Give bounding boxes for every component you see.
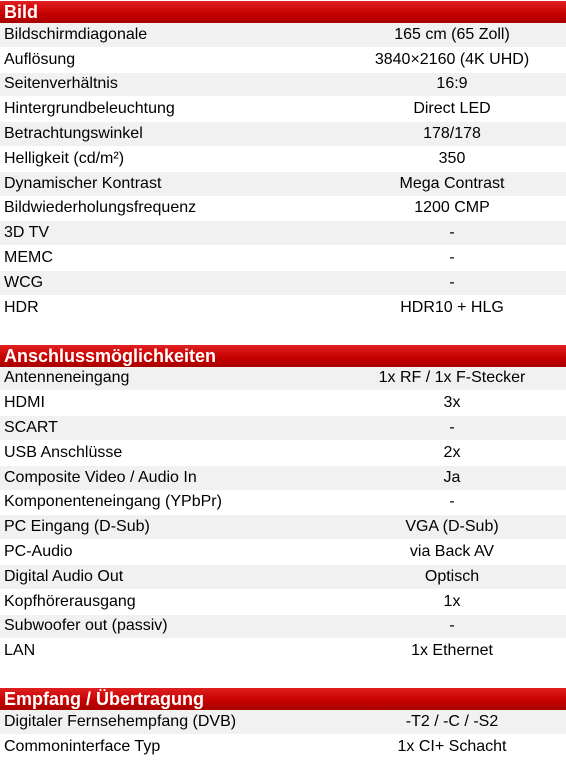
spec-value: - (449, 273, 455, 291)
spec-value: 1x CI+ Schacht (397, 737, 507, 755)
section-gap (0, 664, 566, 687)
spec-label: Digitaler Fernsehempfang (DVB) (4, 713, 237, 731)
table-row (0, 710, 566, 735)
spec-label: Helligkeit (cd/m²) (4, 149, 125, 167)
spec-label: Bildwiederholungsfrequenz (4, 199, 197, 217)
table-row (0, 515, 566, 540)
spec-label: Dynamischer Kontrast (4, 174, 162, 192)
spec-value: 3840×2160 (4K UHD) (374, 50, 530, 68)
spec-value: -T2 / -C / -S2 (405, 713, 499, 731)
spec-label: Auflösung (4, 50, 76, 68)
spec-value: Ja (443, 468, 461, 486)
spec-label: PC Eingang (D-Sub) (4, 518, 150, 536)
spec-label: Komponenteneingang (YPbPr) (4, 493, 222, 511)
section-header: Empfang / Übertragung (0, 687, 566, 710)
table-row (0, 639, 566, 664)
section-header: Bild (0, 0, 566, 23)
table-row (0, 466, 566, 491)
spec-label: HDMI (4, 394, 45, 412)
spec-label: Antenneneingang (4, 369, 130, 387)
table-row (0, 23, 566, 48)
table-row (0, 565, 566, 590)
spec-value: VGA (D-Sub) (405, 518, 499, 536)
table-row (0, 48, 566, 73)
section-empfang (0, 687, 566, 760)
spec-value: - (449, 249, 455, 267)
spec-label: WCG (4, 273, 44, 291)
spec-value: via Back AV (409, 543, 495, 561)
spec-label: USB Anschlüsse (4, 443, 123, 461)
spec-label: 3D TV (4, 224, 50, 242)
table-row (0, 73, 566, 98)
table-row (0, 441, 566, 466)
section-anschluesse (0, 344, 566, 665)
table-row (0, 172, 566, 197)
table-row (0, 491, 566, 516)
spec-value: 165 cm (65 Zoll) (394, 25, 510, 43)
spec-value: - (449, 224, 455, 242)
spec-label: Digital Audio Out (4, 567, 124, 585)
table-row (0, 271, 566, 296)
spec-label: Composite Video / Audio In (4, 468, 197, 486)
spec-value: Mega Contrast (399, 174, 505, 192)
spec-label: Hintergrundbeleuchtung (4, 100, 175, 118)
spec-value: 3x (443, 394, 461, 412)
spec-value: 1x (443, 592, 461, 610)
table-row (0, 246, 566, 271)
spec-label: PC-Audio (4, 543, 73, 561)
spec-label: Bildschirmdiagonale (4, 25, 148, 43)
section-header: Anschlussmöglichkeiten (0, 344, 566, 367)
spec-value: 2x (443, 443, 461, 461)
spec-label: MEMC (4, 249, 53, 267)
spec-label: Seitenverhältnis (4, 75, 118, 93)
table-row (0, 540, 566, 565)
spec-value: - (449, 419, 455, 437)
spec-value: 1x RF / 1x F-Stecker (378, 369, 526, 387)
spec-value: 16:9 (436, 75, 468, 93)
spec-value: - (449, 493, 455, 511)
spec-label: HDR (4, 298, 39, 316)
table-row (0, 296, 566, 321)
spec-label: Betrachtungswinkel (4, 125, 143, 143)
table-row (0, 197, 566, 222)
section-gap (0, 321, 566, 344)
spec-label: LAN (4, 642, 36, 660)
spec-value: 350 (438, 149, 466, 167)
spec-value: 178/178 (423, 125, 481, 143)
spec-label: SCART (4, 419, 58, 437)
spec-value: 1200 CMP (414, 199, 490, 217)
spec-label: Commoninterface Typ (4, 737, 161, 755)
table-row (0, 147, 566, 172)
spec-value: Direct LED (413, 100, 491, 118)
section-bild (0, 0, 566, 321)
table-row (0, 416, 566, 441)
table-row (0, 391, 566, 416)
spec-value: Optisch (424, 567, 480, 585)
spec-label: Subwoofer out (passiv) (4, 617, 168, 635)
table-row (0, 615, 566, 640)
spec-value: 1x Ethernet (411, 642, 493, 660)
table-row (0, 221, 566, 246)
spec-value: - (449, 617, 455, 635)
table-row (0, 367, 566, 392)
table-row (0, 122, 566, 147)
table-row (0, 590, 566, 615)
table-row (0, 97, 566, 122)
spec-value: HDR10 + HLG (400, 298, 504, 316)
table-row (0, 735, 566, 760)
spec-label: Kopfhörerausgang (4, 592, 136, 610)
